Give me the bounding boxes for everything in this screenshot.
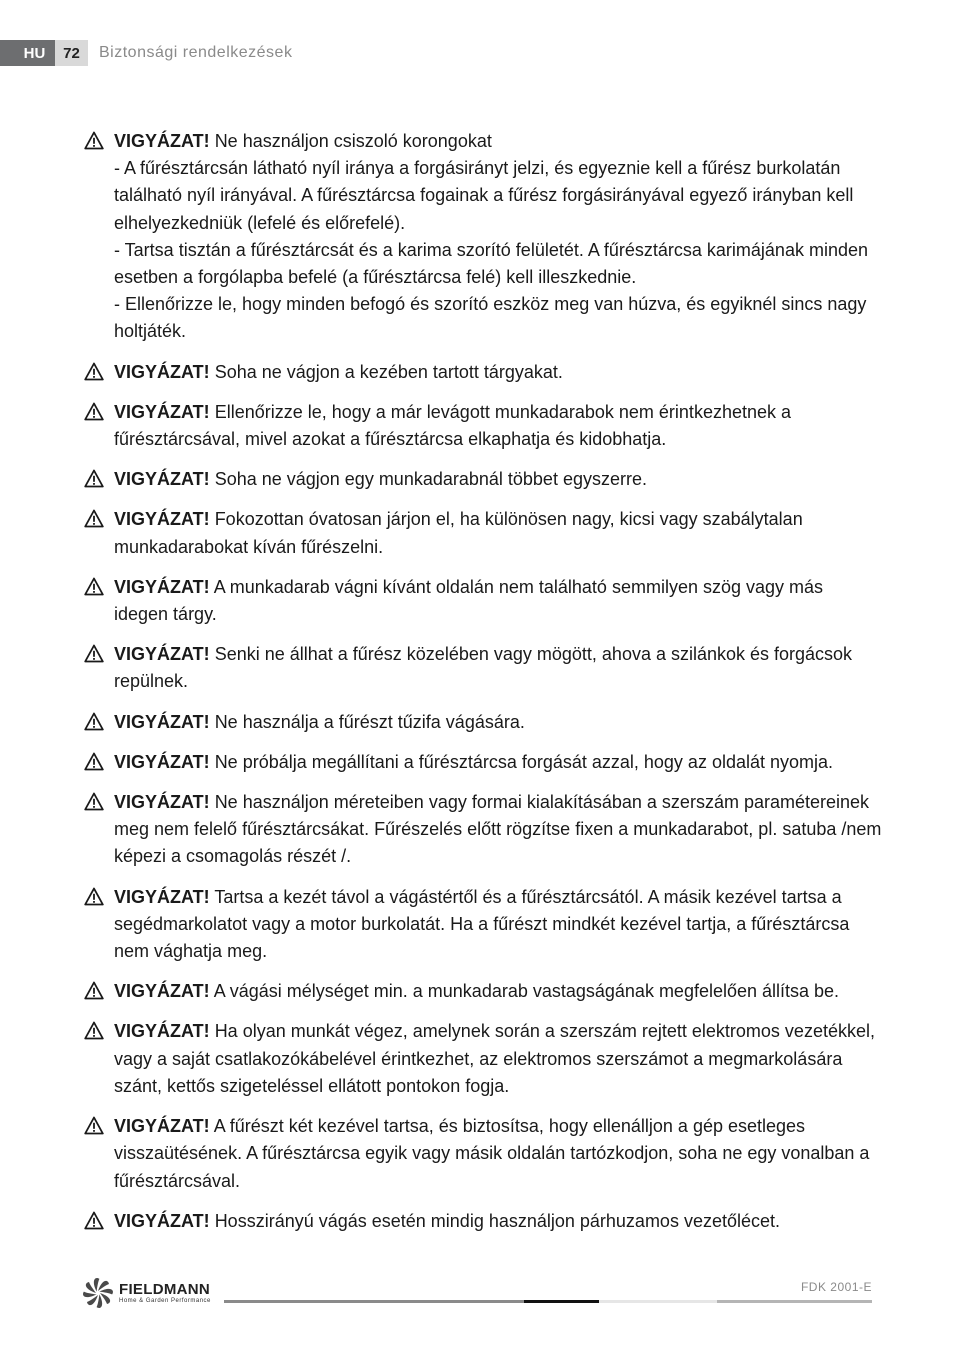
warning-item [82,641,882,695]
warning-text: Senki ne állhat a fűrész közelében vagy mögött, ahova a szilánkok és forgácsok repülnek. [114,644,853,692]
page-header [0,40,292,66]
language-badge: HU [0,40,55,66]
warning-text: A vágási mélységet min. a munkadarab vastagságának megfelelően állítsa be. [213,981,840,1002]
warning-item [82,574,882,628]
warning-triangle-icon [84,712,104,731]
warning-text: - Tartsa tisztán a fűrésztárcsát és a karima szorító felületét. A fűrésztárcsa karimájának minden esetben a forgólapba befelé (a fűrésztárcsa felé) kell illeszkednie. [114,239,868,288]
warning-item [82,749,882,776]
warning-triangle-icon [84,752,104,771]
warning-label: VIGYÁZAT! [114,509,210,530]
warning-label: VIGYÁZAT! [114,711,210,732]
warning-text: Ne próbálja megállítani a fűrésztárcsa forgását azzal, hogy az oldalát nyomja. [214,751,834,772]
warning-label: VIGYÁZAT! [114,576,210,597]
warning-label: VIGYÁZAT! [114,131,210,151]
footer-line-gray [224,1300,524,1303]
warning-item [82,506,882,560]
warning-item [82,399,882,453]
warning-triangle-icon [84,362,104,381]
warning-triangle-icon [84,792,104,811]
page-number: 72 [55,40,88,66]
section-title: Biztonsági rendelkezések [99,44,293,61]
warning-text: A fűrészt két kezével tartsa, és biztosítsa, hogy ellenálljon a gép esetleges visszaütésének. A fűrésztárcsa egyik vagy másik oldalán tartózkodjon, soha ne egy vonalban a fűrésztárcsával. [114,1116,870,1191]
warning-triangle-icon [84,644,104,663]
warning-text: Soha ne vágjon egy munkadarabnál többet egyszerre. [214,469,647,490]
warning-triangle-icon [84,1211,104,1230]
warning-text: Ne használjon csiszoló korongokat [214,131,492,151]
footer-line-light [599,1300,717,1303]
warning-item [82,789,882,871]
warning-text: Tartsa a kezét távol a vágástértől és a fűrésztárcsától. A másik kezével tartsa a segédmarkolatot vagy a motor burkolatát. Ha a fűrészt mindkét kezével tartja, a fűrésztárcsa nem vághatja meg. [114,886,850,962]
warning-triangle-icon [84,1116,104,1135]
warning-item [82,466,882,493]
warning-item [82,128,882,346]
footer-line-mid [717,1300,872,1303]
footer-line-black [524,1300,599,1303]
warning-text: Ne használjon méreteiben vagy formai kialakításában a szerszám paramétereinek meg nem felelő fűrésztárcsákat. Fűrészelés előtt rögzítse fixen a munkadarabot, pl. satuba /nem képezi a csomagolás részét /. [114,792,882,867]
brand-tagline: Home & Garden Performance [119,1297,211,1304]
warning-triangle-icon [84,469,104,488]
warning-item [82,1208,882,1235]
warning-triangle-icon [84,981,104,1000]
warning-triangle-icon [84,402,104,421]
warning-item [82,359,882,386]
warning-text: A munkadarab vágni kívánt oldalán nem található semmilyen szög vagy más idegen tárgy. [114,576,824,625]
warning-label: VIGYÁZAT! [114,792,210,813]
warning-label: VIGYÁZAT! [114,886,210,907]
warning-text: Soha ne vágjon a kezében tartott tárgyakat. [214,361,563,382]
warning-triangle-icon [84,887,104,906]
warning-item [82,709,882,736]
warning-item [82,1113,882,1195]
warning-label: VIGYÁZAT! [114,1021,210,1042]
fieldmann-flower-logo [80,1277,116,1309]
warning-triangle-icon [84,509,104,528]
warning-text: Ellenőrizze le, hogy a már levágott munkadarabok nem érintkezhetnek a fűrésztárcsával, mivel azokat a fűrésztárcsa elkaphatja és kidobhatja. [114,401,792,450]
warning-triangle-icon [84,131,104,150]
warning-label: VIGYÁZAT! [114,469,210,490]
warning-item [82,1018,882,1100]
warning-label: VIGYÁZAT! [114,401,210,422]
warning-label: VIGYÁZAT! [114,1116,210,1137]
brand-name: FIELDMANN [119,1280,211,1298]
warning-item [82,884,882,966]
warning-triangle-icon [84,1021,104,1040]
model-number: FDK 2001-E [800,1280,872,1294]
warning-label: VIGYÁZAT! [114,361,210,382]
brand-logo [80,1277,211,1309]
warning-triangle-icon [84,577,104,596]
warnings-list [82,128,882,1248]
warning-text: - A fűrésztárcsán látható nyíl iránya a forgásirányt jelzi, és egyeznie kell a fűrész burkolatán található nyíl irányával. A fűrésztárcsa fogainak a fűrész forgásirányával egyező irányban kell elhelyezkedniük (lefelé és előrefelé). [114,158,854,233]
warning-text: Ne használja a fűrészt tűzifa vágására. [214,711,525,732]
warning-label: VIGYÁZAT! [114,981,210,1002]
warning-text: - Ellenőrizze le, hogy minden befogó és szorító eszköz meg van húzva, és egyiknél sincs nagy holtjáték. [114,294,867,342]
warning-label: VIGYÁZAT! [114,644,210,665]
warning-item [82,978,882,1005]
warning-label: VIGYÁZAT! [114,1210,210,1231]
warning-text: Ha olyan munkát végez, amelynek során a szerszám rejtett elektromos vezetékkel, vagy a saját csatlakozókábelével érintkezhet, az elektromos szerszámot a megmarkolására szánt, kettős szigeteléssel ellátott pontokon fogja. [114,1021,875,1096]
warning-text: Hosszirányú vágás esetén mindig használjon párhuzamos vezetőlécet. [214,1210,780,1231]
warning-text: Fokozottan óvatosan járjon el, ha különösen nagy, kicsi vagy szabálytalan munkadarabokat kíván fűrészelni. [114,509,803,557]
warning-label: VIGYÁZAT! [114,751,210,772]
